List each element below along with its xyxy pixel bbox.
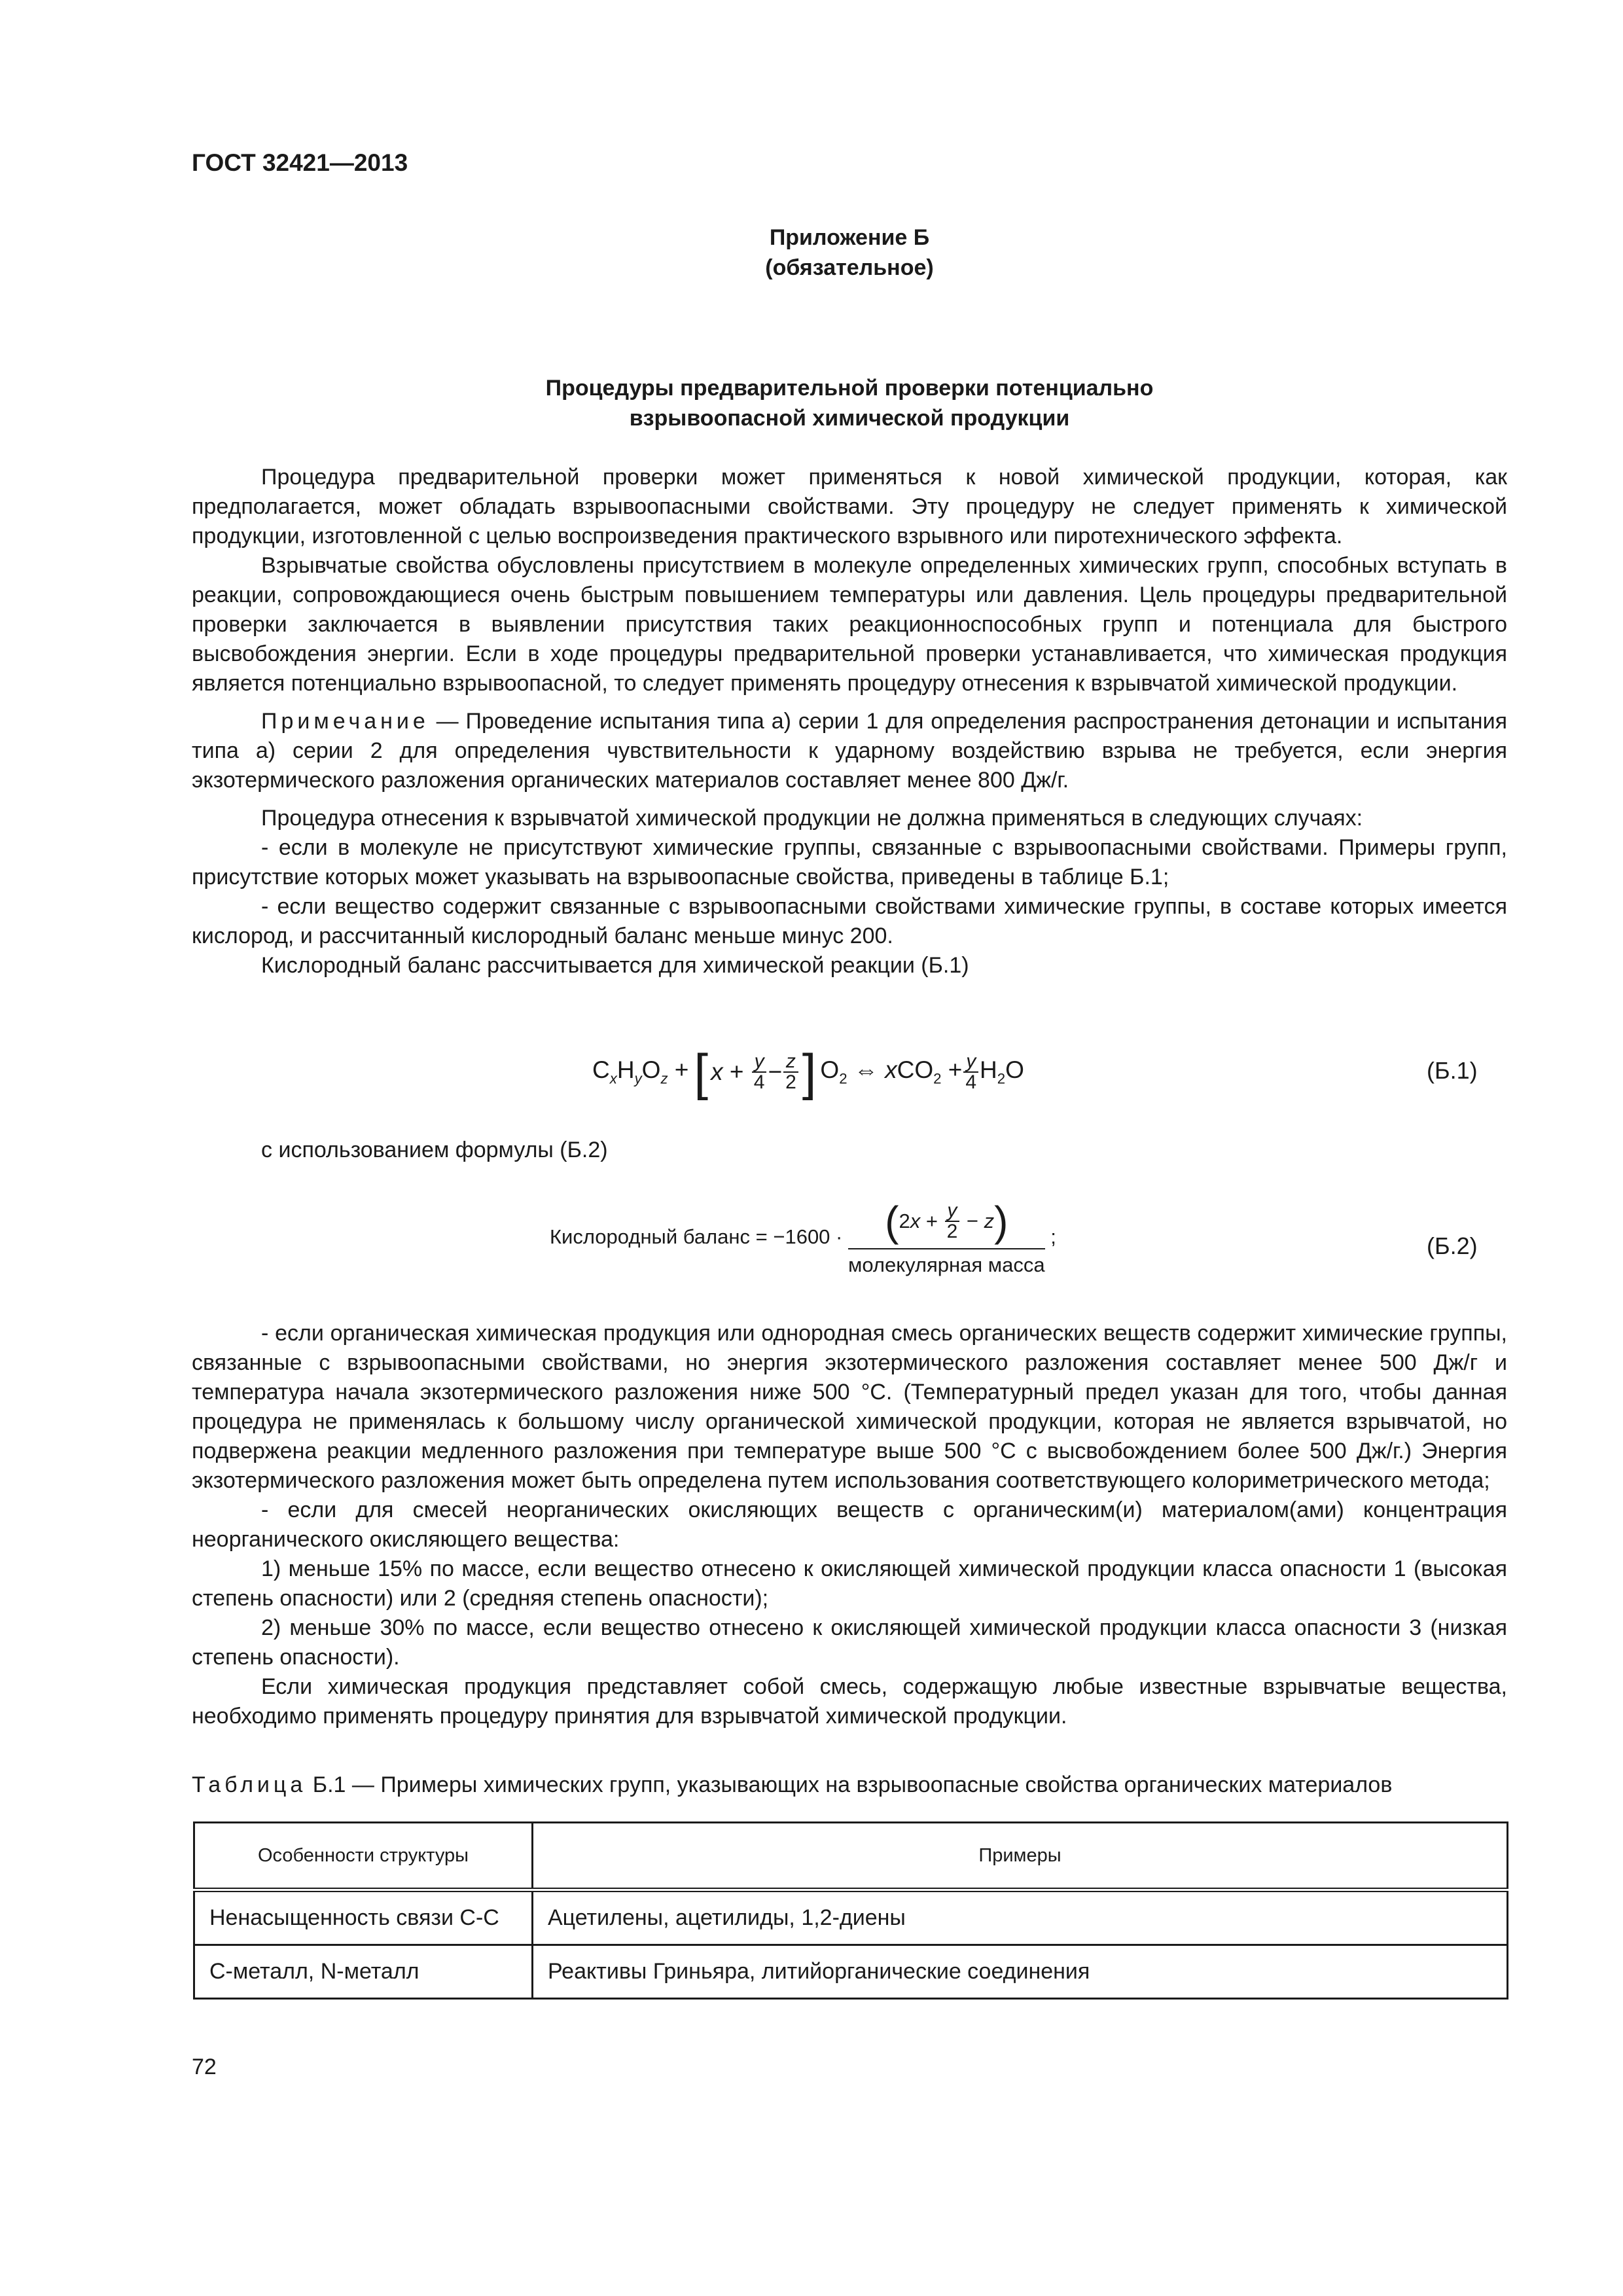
table-cell: С-металл, N-металл xyxy=(194,1945,533,1999)
paragraph: Если химическая продукция представляет собой смесь, содержащую любые известные взрывчатые вещества, необходимо применять процедуру принятия для взрывчатой химической продукции. xyxy=(192,1674,1507,1729)
equation-b1-number: (Б.1) xyxy=(1427,1057,1478,1084)
section-title-line1: Процедуры предварительной проверки потенциально xyxy=(545,376,1154,401)
section-title xyxy=(192,373,1507,433)
paragraph: - если для смесей неорганических окисляющих веществ с органическим(и) материалом(ами) концентрация неорганического окисляющего вещества: xyxy=(192,1498,1507,1552)
paragraph: - если органическая химическая продукция или однородная смесь органических веществ содержит химические группы, связанные с взрывоопасными свойствами, но энергия экзотермического разложения составляет менее 500 Дж/г и температура начала экзотермического разложения ниже 500 °С. (Температурный предел указан для того, чтобы данная процедура не применялась к большому числу органической химической продукции, которая не является взрывчатой, но подвержена реакции медленного разложения при температуре выше 500 °С с высвобождением более 500 Дж/г.) Энергия экзотермического разложения может быть определена путем использования соответствующего колориметрического метода; xyxy=(192,1321,1507,1493)
paragraph: Взрывчатые свойства обусловлены присутствием в молекуле определенных химических групп, способных вступать в реакции, сопровождающиеся очень быстрым повышением температуры или давления. Цель процедуры предварительной проверки заключается в выявлении присутствия таких реакционноспособных групп и потенциала для быстрого высвобождения энергии. Если в ходе процедуры предварительной проверки устанавливается, что химическая продукция является потенциально взрывоопасной, то следует применять процедуру отнесения к взрывчатой химической продукции. xyxy=(192,553,1507,696)
document-header: ГОСТ 32421—2013 xyxy=(192,149,408,176)
note-text: — Проведение испытания типа а) серии 1 для определения распространения детонации и испытания типа а) серии 2 для определения чувствительности к ударному воздействию взрыва не требуется, если энергия экзотермического разложения органических материалов составляет менее 800 Дж/г. xyxy=(192,709,1507,793)
page-number: 72 xyxy=(192,2054,217,2079)
table-cell: Ацетилены, ацетилиды, 1,2-диены xyxy=(533,1890,1508,1945)
table-caption-label: Таблица xyxy=(192,1772,307,1797)
table-caption xyxy=(192,1772,1514,1798)
table-cell: Ненасыщенность связи С-С xyxy=(194,1890,533,1945)
appendix-status: (обязательное) xyxy=(765,255,934,280)
equation-b1: $C_xH_yO_z$ + [ x + $\frac{y}{4}$ − $\frac{z}{2}$ ] $O_2$ ⇔ xCO$_2$ + $\frac{y}{4}$ $H_2O$ xyxy=(592,1043,1024,1101)
paragraph: Процедура предварительной проверки может применяться к новой химической продукции, которая, как предполагается, может обладать взрывоопасными свойствами. Эту процедуру не следует применять к химической продукции, изготовленной с целью воспроизведения практического взрывного или пиротехнического эффекта. xyxy=(192,465,1507,548)
intro-paragraphs xyxy=(192,463,1507,980)
table-row xyxy=(194,1945,1508,1999)
table-header-row xyxy=(194,1823,1508,1890)
equation-b2-label: Кислородный баланс xyxy=(550,1225,751,1248)
table-header-cell: Особенности структуры xyxy=(194,1823,533,1890)
section-title-line2: взрывоопасной химической продукции xyxy=(629,406,1070,431)
paragraph: с использованием формулы (Б.2) xyxy=(261,1138,608,1162)
equation-b2-denominator: молекулярная масса xyxy=(848,1253,1045,1276)
equation-b2-coef: −1600 xyxy=(773,1225,830,1248)
paragraph: - если в молекуле не присутствуют химические группы, связанные с взрывоопасными свойствами. Примеры групп, присутствие которых может указывать на взрывоопасные свойства, приведены в таблице Б.1; xyxy=(192,835,1507,889)
paragraph: Кислородный баланс рассчитывается для химической реакции (Б.1) xyxy=(261,953,969,978)
exceptions-paragraphs xyxy=(192,1319,1507,1731)
table-header-cell: Примеры xyxy=(533,1823,1508,1890)
formula-intro xyxy=(192,1136,1507,1165)
paragraph: 2) меньше 30% по массе, если вещество отнесено к окисляющей химической продукции класса опасности 3 (низкая степень опасности). xyxy=(192,1615,1507,1670)
table-caption-text: Б.1 — Примеры химических групп, указывающих на взрывоопасные свойства органических материалов xyxy=(306,1772,1393,1797)
equation-b2: Кислородный баланс = −1600 · ( 2x + $\frac{y}{2}$ − z ) молекулярная масса ; xyxy=(550,1198,1056,1276)
appendix-title-block xyxy=(192,223,1507,283)
appendix-title: Приложение Б xyxy=(769,225,930,250)
table-row xyxy=(194,1890,1508,1945)
table-cell: Реактивы Гриньяра, литийорганические соединения xyxy=(533,1945,1508,1999)
examples-table xyxy=(193,1821,1508,2000)
equation-b2-number: (Б.2) xyxy=(1427,1232,1478,1259)
note xyxy=(192,707,1507,795)
note-label: Примечание xyxy=(261,709,429,734)
paragraph: Процедура отнесения к взрывчатой химической продукции не должна применяться в следующих случаях: xyxy=(261,806,1363,831)
equation-b2-fraction: ( 2x + $\frac{y}{2}$ − z ) молекулярная масса xyxy=(848,1198,1045,1276)
paragraph: 1) меньше 15% по массе, если вещество отнесено к окисляющей химической продукции класса опасности 1 (высокая степень опасности) или 2 (средняя степень опасности); xyxy=(192,1556,1507,1611)
paragraph: - если вещество содержит связанные с взрывоопасными свойствами химические группы, в составе которых имеется кислород, и рассчитанный кислородный баланс меньше минус 200. xyxy=(192,894,1507,948)
